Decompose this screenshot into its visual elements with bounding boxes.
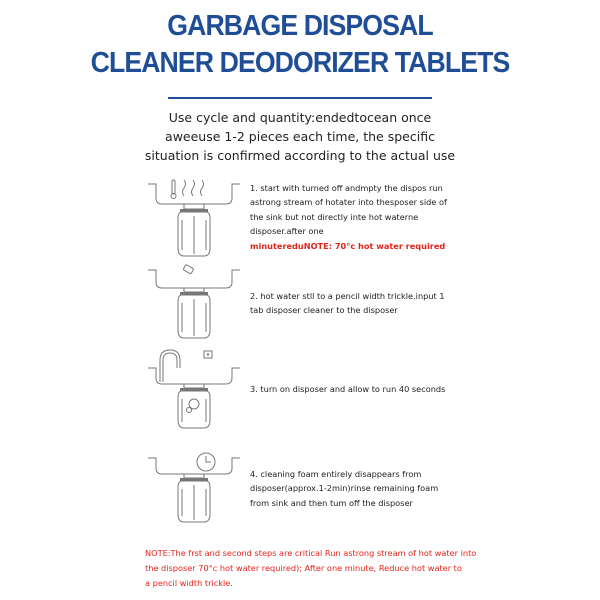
sink-tablet-icon [146, 262, 242, 342]
step-line: 4. cleaning foam entirely disappears from [250, 469, 422, 479]
sink-timer-icon [146, 448, 242, 526]
step-1-text [250, 181, 482, 253]
step-line: disposer(approx.1-2min)rinse remaining foam [250, 483, 439, 494]
title-line-2: CLEANER DEODORIZER TABLETS [90, 47, 510, 79]
intro-line: Use cycle and quantity:endedtocean once [168, 110, 432, 125]
title-line-1: GARBAGE DISPOSAL [167, 10, 433, 42]
step-line: 2. hot water stll to a pencil width trickle.input 1 [250, 291, 445, 301]
usage-intro [130, 108, 470, 165]
step-line: 1. start with turned off andmpty the dispos run [250, 183, 443, 193]
sink-faucet-icon [146, 346, 242, 432]
step-2-text [250, 289, 482, 318]
step-1-warning: minutereduNOTE: 70°c hot water required [250, 240, 446, 251]
intro-line: aweeuse 1-2 pieces each time, the specific [165, 129, 435, 144]
step-line: 3. turn on disposer and allow to run 40 seconds [250, 384, 446, 394]
sink-hot-water-icon [146, 172, 242, 260]
note-line: a pencil width trickle. [145, 578, 233, 588]
step-3-text [250, 382, 482, 396]
note-line: NOTE:The frst and second steps are critical Run astrong stream of hot water into [145, 548, 477, 558]
step-4-text [250, 467, 482, 510]
step-line: tab disposer cleaner to the disposer [250, 305, 398, 316]
title-divider [168, 97, 432, 99]
footer-warning-note [145, 546, 475, 591]
step-line: astrong stream of hotater into thesposer side of [250, 197, 447, 208]
step-line: the sink but not directly inte hot waterne [250, 211, 419, 222]
intro-line: situation is confirmed according to the actual use [144, 148, 456, 163]
note-line: the disposer 70°c hot water required); After one minute, Reduce hot water to [145, 563, 462, 573]
step-line: from sink and then tum off the disposer [250, 497, 413, 508]
step-line: disposer.after one [250, 226, 324, 237]
